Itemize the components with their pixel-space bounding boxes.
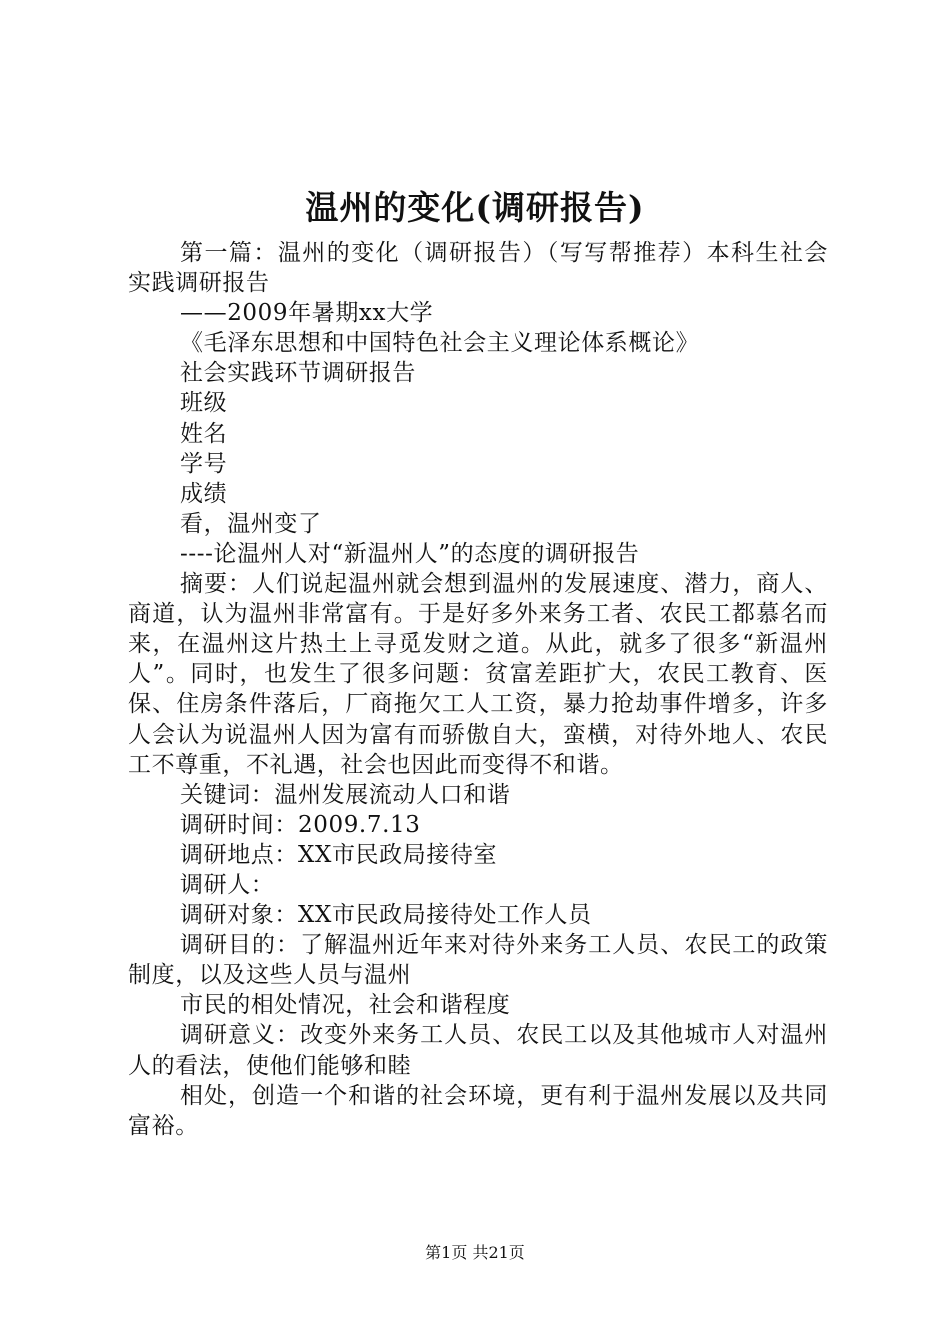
paragraph: 相处，创造一个和谐的社会环境，更有利于温州发展以及共同富裕。	[128, 1082, 828, 1139]
paragraph: ----论温州人对“新温州人”的态度的调研报告	[180, 540, 640, 567]
paragraph: 关键词：温州发展流动人口和谐	[180, 781, 511, 808]
paragraph: 调研对象：XX市民政局接待处工作人员	[180, 902, 592, 929]
paragraph: 市民的相处情况，社会和谐程度	[180, 992, 511, 1019]
document-body	[128, 238, 828, 1141]
paragraph: 调研意义：改变外来务工人员、农民工以及其他城市人对温州人的看法，使他们能够和睦	[128, 1022, 828, 1079]
paragraph: 第一篇：温州的变化（调研报告）（写写帮推荐）本科生社会实践调研报告	[128, 240, 828, 297]
paragraph: 摘要：人们说起温州就会想到温州的发展速度、潜力，商人、商道，认为温州非常富有。于是好多外来务工者、农民工都慕名而来，在温州这片热土上寻觅发财之道。从此，就多了很多“新温州人”。同时，也发生了很多问题：贫富差距扩大，农民工教育、医保、住房条件落后，厂商拖欠工人工资，暴力抢劫事件增多，许多人会认为说温州人因为富有而骄傲自大，蛮横，对待外地人、农民工不尊重，不礼遇，社会也因此而变得不和谐。	[128, 571, 828, 778]
paragraph: ——2009年暑期xx大学	[180, 300, 434, 327]
paragraph: 班级	[180, 390, 228, 417]
paragraph: 姓名	[180, 420, 228, 447]
paragraph: 学号	[180, 450, 228, 477]
paragraph: 看，温州变了	[180, 510, 322, 537]
document-title: 温州的变化(调研报告)	[305, 188, 645, 227]
paragraph: 调研时间：2009.7.13	[180, 811, 421, 838]
paragraph: 成绩	[180, 480, 228, 507]
paragraph: 调研目的：了解温州近年来对待外来务工人员、农民工的政策制度，以及这些人员与温州	[128, 932, 828, 989]
paragraph: 调研地点：XX市民政局接待室	[180, 841, 498, 868]
paragraph: 社会实践环节调研报告	[180, 360, 416, 387]
paragraph: 《毛泽东思想和中国特色社会主义理论体系概论》	[180, 330, 700, 357]
paragraph: 调研人：	[180, 871, 275, 898]
page-footer: 第1页 共21页	[425, 1243, 525, 1262]
